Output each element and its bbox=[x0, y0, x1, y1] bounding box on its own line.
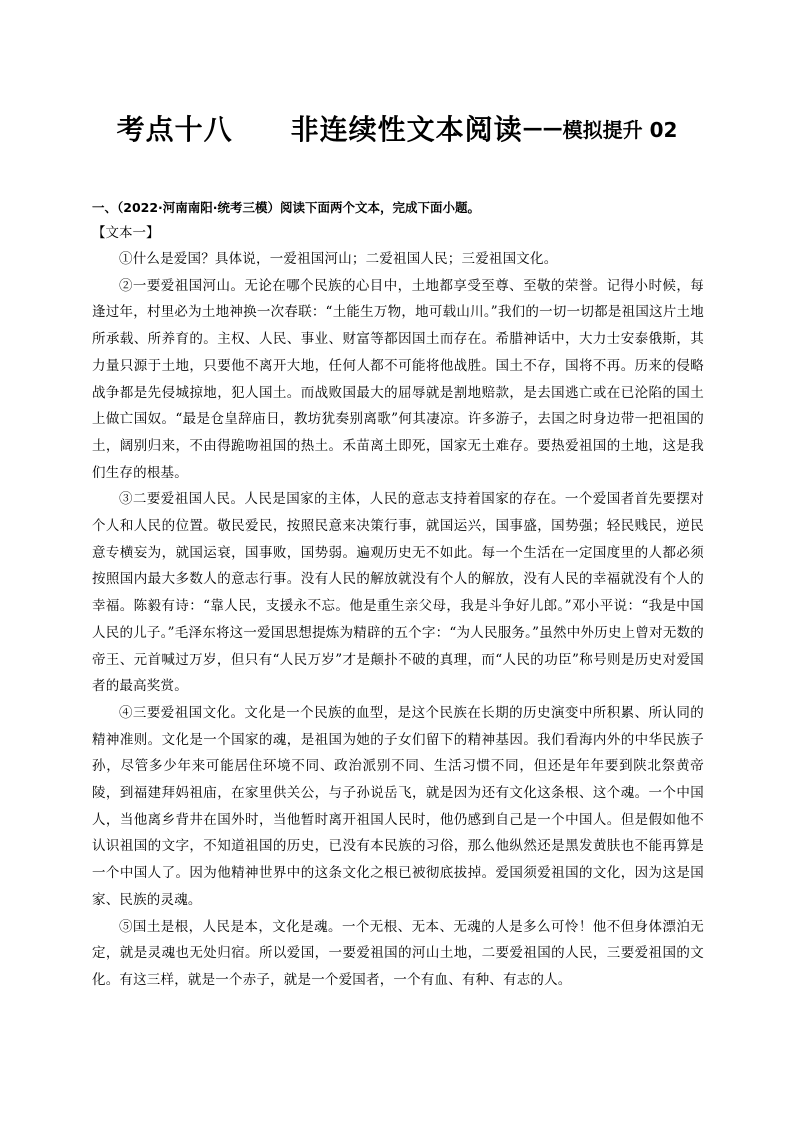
title-main: 考点十八 bbox=[116, 113, 233, 146]
title-tail: 模拟提升 02 bbox=[562, 118, 678, 142]
title-subject: 非连续性文本阅读 bbox=[290, 113, 523, 146]
question-prompt: 一、（2022·河南南阳·统考三模）阅读下面两个文本，完成下面小题。 bbox=[92, 200, 481, 215]
page-title bbox=[0, 108, 794, 148]
paragraph-1: ①什么是爱国？具体说，一爱祖国河山；二爱祖国人民；三爱祖国文化。 bbox=[119, 251, 558, 267]
paragraph-2: ②一要爱祖国河山。无论在哪个民族的心目中，土地都享受至尊、至敬的荣誉。记得小时候，每逢过年，村里必为土地神换一次春联：“土能生万物，地可载山川。”我们的一切一切都是祖国这片土地所承载、所养育的。主权、人民、事业、财富等都因国土而存在。希腊神话中，大力士安泰俄斯，其力量只源于土地，只要他不离开大地，任何人都不可能将他战胜。国土不存，国将不再。历来的侵略战争都是先侵城掠地，犯人国土。而战败国最大的屈辱就是割地赔款，是去国逃亡或在已沦陷的国土上做亡国奴。“最是仓皇辞庙日，教坊犹奏别离歌”何其凄凉。许多游子，去国之时身边带一把祖国的土，阔别归来，不由得跪吻祖国的热土。禾苗离土即死，国家无土难存。要热爱祖国的土地，这是我们生存的根基。 bbox=[92, 277, 704, 481]
paragraph-5: ⑤国土是根，人民是本，文化是魂。一个无根、无本、无魂的人是多么可怜！他不但身体漂泊无定，就是灵魂也无处归宿。所以爱国，一要爱祖国的河山土地，二要爱祖国的人民，三要爱祖国的文化。有这三样，就是一个赤子，就是一个爱国者，一个有血、有种、有志的人。 bbox=[92, 918, 704, 988]
document-body bbox=[92, 196, 704, 994]
title-dash: —— bbox=[522, 116, 563, 140]
text-one-label: 【文本一】 bbox=[92, 225, 160, 241]
paragraph-4: ④三要爱祖国文化。文化是一个民族的血型，是这个民族在长期的历史演变中所积累、所认同的精神准则。文化是一个国家的魂，是祖国为她的子女们留下的精神基因。我们看海内外的中华民族子孙，尽管多少年来可能居住环境不同、政治派别不同、生活习惯不同，但还是年年要到陕北祭黄帝陵，到福建拜妈祖庙，在家里供关公，与子孙说岳飞，就是因为还有文化这条根、这个魂。一个中国人，当他离乡背井在国外时，当他暂时离开祖国人民时，他仍感到自己是一个中国人。但是假如他不认识祖国的文字，不知道祖国的历史，已没有本民族的习俗，那么他纵然还是黑发黄肤也不能再算是一个中国人了。因为他精神世界中的这条文化之根已被彻底拔掉。爱国须爱祖国的文化，因为这是国家、民族的灵魂。 bbox=[92, 704, 704, 908]
paragraph-3: ③二要爱祖国人民。人民是国家的主体，人民的意志支持着国家的存在。一个爱国者首先要摆对个人和人民的位置。敬民爱民，按照民意来决策行事，就国运兴，国事盛，国势强；轻民贱民，逆民意专横妄为，就国运衰，国事败，国势弱。遍观历史无不如此。每一个生活在一定国度里的人都必须按照国内最大多数人的意志行事。没有人民的解放就没有个人的解放，没有人民的幸福就没有个人的幸福。陈毅有诗：“靠人民，支援永不忘。他是重生亲父母，我是斗争好儿郎。”邓小平说：“我是中国人民的儿子。”毛泽东将这一爱国思想提炼为精辟的五个字：“为人民服务。”虽然中外历史上曾对无数的帝王、元首喊过万岁，但只有“人民万岁”才是颠扑不破的真理，而“人民的功臣”称号则是历史对爱国者的最高奖赏。 bbox=[92, 491, 704, 695]
